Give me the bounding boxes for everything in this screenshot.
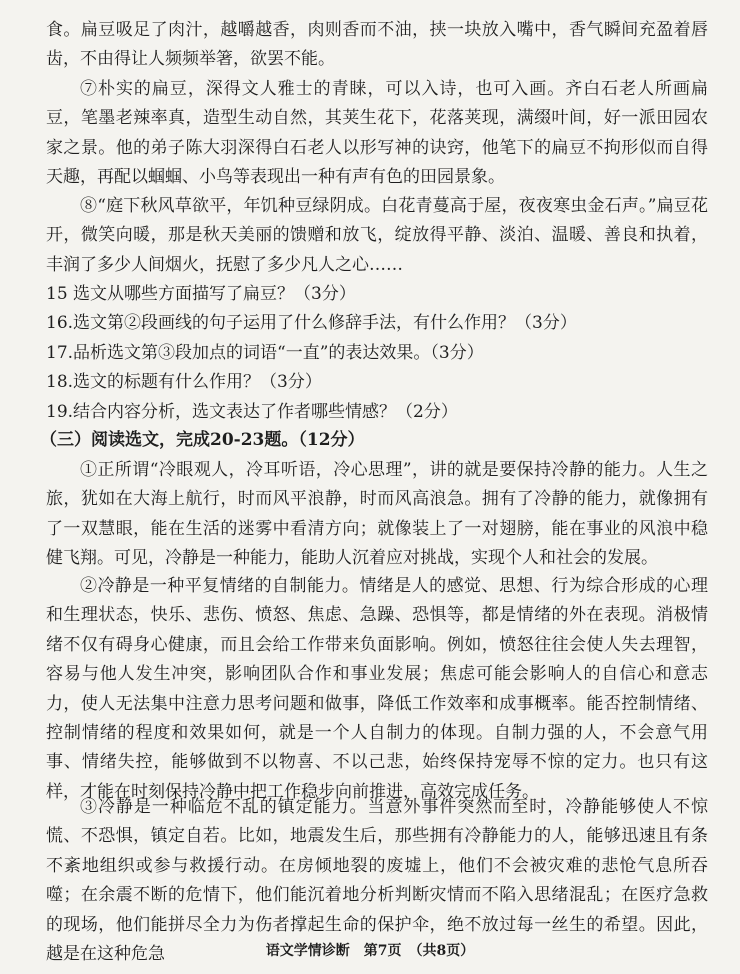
section-three-paragraph-1: ①正所谓“冷眼观人，冷耳听语，冷心思理”，讲的就是要保持冷静的能力。人生之旅，犹如在大海上航行，时而风平浪静，时而风高浪急。拥有了冷静的能力，就像拥有了一双慧眼，能在生活的迷雾中看清方向；就像装上了一对翅膀，能在事业的风浪中稳健飞翔。可见，冷静是一种能力，能助人沉着应对挑战，实现个人和社会的发展。 (46, 460, 708, 569)
section-three-paragraph-3: ③冷静是一种临危不乱的镇定能力。当意外事件突然而至时，冷静能够使人不惊慌、不恐惧，镇定自若。比如，地震发生后，那些拥有冷静能力的人，能够迅速且有条不紊地组织或参与救援行动。在房倾地裂的废墟上，他们不会被灾难的悲怆气息所吞噬；在余震不断的危情下，他们能沉着地分析判断灾情而不陷入思绪混乱；在医疗急救的现场，他们能拼尽全力为伤者撑起生命的保护伞，绝不放过每一丝生的希望。因此，越是在这种危急 (46, 797, 708, 965)
question-16: 16.选文第②段画线的句子运用了什么修辞手法，有什么作用？（3分） (46, 313, 577, 334)
paragraph-6-tail: 食。扁豆吸足了肉汁，越嚼越香，肉则香而不油，挟一块放入嘴中，香气瞬间充盈着唇齿，不由得让人频频举箸，欲罢不能。 (46, 20, 708, 70)
paragraph-8: ⑧“庭下秋风草欲平，年饥种豆绿阴成。白花青蔓高于屋，夜夜寒虫金石声。”扁豆花开，微笑向暖，那是秋天美丽的馈赠和放飞，绽放得平静、淡泊、温暖、善良和执着，丰润了多少人间烟火，抚慰了多少凡人之心…… (46, 196, 708, 275)
section-title: （三）阅读选文，完成20-23题。（12分） (40, 430, 365, 450)
page-footer: 语文学情诊断 第7页 （共8页） (265, 943, 475, 959)
passage-paragraph-7-block (46, 75, 708, 193)
question-19: 19.结合内容分析，选文表达了作者哪些情感？（2分） (46, 401, 458, 422)
paragraph-7: ⑦朴实的扁豆，深得文人雅士的青睐，可以入诗，也可入画。齐白石老人所画扁豆，笔墨老辣率真，造型生动自然，其荚生花下，花落荚现，满缀叶间，好一派田园农家之景。他的弟子陈大羽深得白石老人以形写神的诀窍，他笔下的扁豆不拘形似而自得天趣，再配以蝈蝈、小鸟等表现出一种有声有色的田园景象。 (46, 79, 708, 188)
passage-paragraph-8-block (46, 192, 708, 280)
passage-tail (46, 16, 708, 75)
section-three-paragraph-1-block (46, 456, 708, 574)
question-15: 15 选文从哪些方面描写了扁豆？（3分） (46, 284, 356, 304)
question-17: 17.品析选文第③段加点的词语“一直”的表达效果。（3分） (46, 342, 484, 363)
section-three-paragraph-2-block (46, 572, 708, 807)
section-three-paragraph-2: ②冷静是一种平复情绪的自制能力。情绪是人的感觉、思想、行为综合形成的心理和生理状态，快乐、悲伤、愤怒、焦虑、急躁、恐惧等，都是情绪的外在表现。消极情绪不仅有碍身心健康，而且会给工作带来负面影响。例如，愤怒往往会使人失去理智，容易与他人发生冲突，影响团队合作和事业发展；焦虑可能会影响人的自信心和意志力，使人无法集中注意力思考问题和做事，降低工作效率和成事概率。能否控制情绪、控制情绪的程度和效果如何，就是一个人自制力的体现。自制力强的人，不会意气用事、情绪失控，能够做到不以物喜、不以己悲，始终保持宠辱不惊的定力。也只有这样，才能在时刻保持冷静中把工作稳步向前推进，高效完成任务。 (46, 576, 708, 802)
question-18: 18.选文的标题有什么作用？（3分） (46, 372, 322, 393)
section-three-heading (40, 426, 702, 455)
question-list (46, 280, 708, 427)
